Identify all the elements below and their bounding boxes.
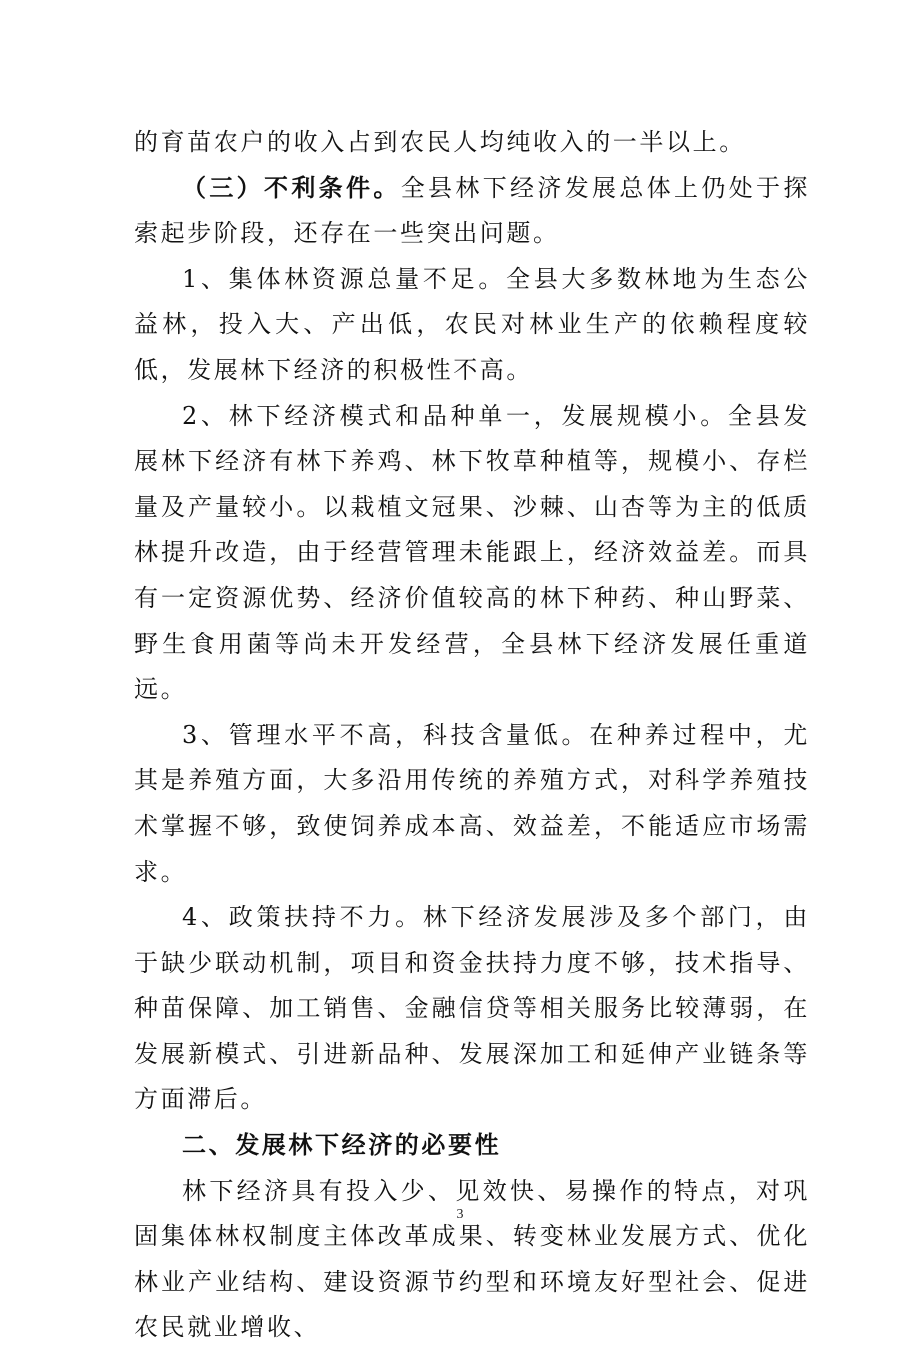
page-number: 3 <box>456 1207 464 1222</box>
document-body <box>134 120 810 1351</box>
paragraph-necessity: 林下经济具有投入少、见效快、易操作的特点，对巩固集体林权制度主体改革成果、转变林业发展方式、优化林业产业结构、建设资源节约型和环境友好型社会、促进农民就业增收、 <box>134 1176 810 1342</box>
paragraph-text: 全县林下经济发展总体上仍处于探索起步阶段，还存在一些突出问题。 <box>134 173 810 248</box>
paragraph-item-2: 2、林下经济模式和品种单一，发展规模小。全县发展林下经济有林下养鸡、林下牧草种植等，规模小、存栏量及产量较小。以栽植文冠果、沙棘、山杏等为主的低质林提升改造，由于经营管理未能跟上，经济效益差。而具有一定资源优势、经济价值较高的林下种药、种山野菜、野生食用菌等尚未开发经营，全县林下经济发展任重道远。 <box>134 401 810 704</box>
section-heading: 二、发展林下经济的必要性 <box>182 1131 502 1160</box>
paragraph-item-4: 4、政策扶持不力。林下经济发展涉及多个部门，由于缺少联动机制，项目和资金扶持力度不够，技术指导、种苗保障、加工销售、金融信贷等相关服务比较薄弱，在发展新模式、引进新品种、发展深加工和延伸产业链条等方面滞后。 <box>134 903 810 1114</box>
paragraph-item-1: 1、集体林资源总量不足。全县大多数林地为生态公益林，投入大、产出低，农民对林业生产的依赖程度较低，发展林下经济的积极性不高。 <box>134 264 810 384</box>
paragraph-item-3: 3、管理水平不高，科技含量低。在种养过程中，尤其是养殖方面，大多沿用传统的养殖方式，对科学养殖技术掌握不够，致使饲养成本高、效益差，不能适应市场需求。 <box>134 720 810 886</box>
subsection-heading: （三）不利条件。 <box>182 173 401 202</box>
paragraph-continuation: 的育苗农户的收入占到农民人均纯收入的一半以上。 <box>134 128 746 156</box>
paragraph-unfavorable-conditions <box>134 166 810 257</box>
